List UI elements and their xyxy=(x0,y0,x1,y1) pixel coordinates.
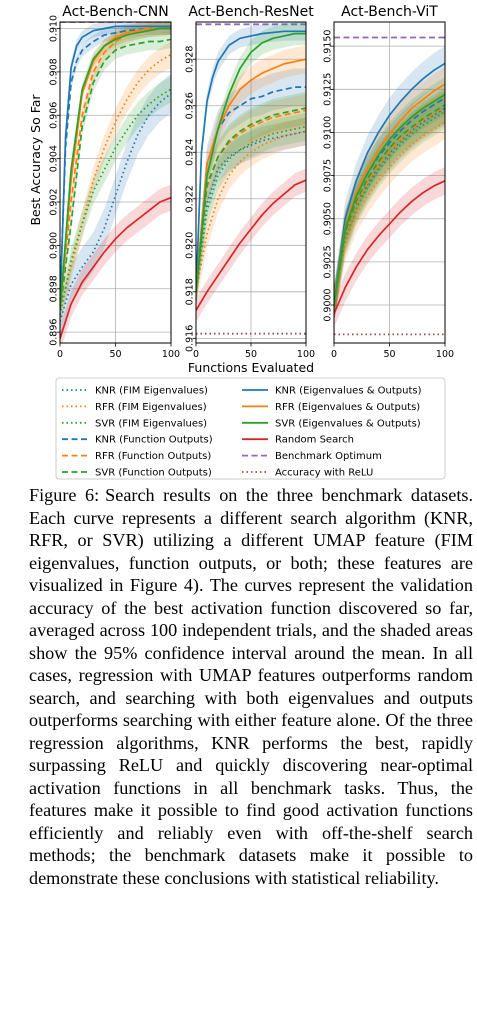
chart-panel-act-bench-vit xyxy=(323,4,455,360)
legend-entry-label: KNR (Eigenvalues & Outputs) xyxy=(275,385,422,397)
chart-title: Act-Bench-CNN xyxy=(62,4,169,20)
x-tick-label: 0 xyxy=(330,349,338,360)
x-tick-label: 0 xyxy=(192,349,200,360)
chart-panels xyxy=(49,4,455,360)
chart-panel-act-bench-resnet xyxy=(185,4,316,360)
caption-label: Figure 6: xyxy=(29,485,100,505)
legend-entry-label: SVR (Function Outputs) xyxy=(95,467,212,479)
y-tick-label: 0.9075 xyxy=(322,158,334,193)
x-tick-label: 0 xyxy=(56,349,64,360)
figure xyxy=(0,0,477,480)
y-tick-label: 0.9150 xyxy=(322,29,334,63)
y-tick-label: 0.920 xyxy=(184,231,196,259)
x-tick-label: 100 xyxy=(296,349,316,360)
figure-svg xyxy=(0,0,477,480)
x-axis-title: Functions Evaluated xyxy=(187,360,315,375)
y-tick-label: 0.924 xyxy=(184,138,196,166)
legend-entry-label: Benchmark Optimum xyxy=(275,451,382,463)
legend-entry-label: RFR (Eigenvalues & Outputs) xyxy=(275,401,421,413)
legend-entry-label: RFR (Function Outputs) xyxy=(95,451,212,463)
y-tick-label: 0.9125 xyxy=(322,72,334,106)
y-tick-label: 0.922 xyxy=(184,185,196,213)
y-tick-label: 0.898 xyxy=(48,275,60,303)
y-tick-label: 0.900 xyxy=(48,231,60,260)
legend-entry-label: Random Search xyxy=(275,434,354,446)
chart-title: Act-Bench-ViT xyxy=(341,4,438,20)
y-axis-title: Best Accuracy So Far xyxy=(28,94,43,226)
y-tick-label: 0.9050 xyxy=(322,202,334,236)
x-tick-label: 50 xyxy=(244,349,258,360)
y-tick-label: 0.904 xyxy=(48,145,60,173)
x-tick-label: 50 xyxy=(383,349,396,360)
y-tick-label: 0.928 xyxy=(184,45,196,73)
legend-entry-label: SVR (FIM Eigenvalues) xyxy=(95,418,208,430)
y-tick-label: 0.9025 xyxy=(322,245,334,279)
y-tick-label: 0.908 xyxy=(48,58,60,86)
chart-title: Act-Bench-ResNet xyxy=(188,4,314,20)
legend-entry-label: SVR (Eigenvalues & Outputs) xyxy=(275,418,421,430)
legend-entry-label: RFR (FIM Eigenvalues) xyxy=(95,401,207,413)
x-tick-label: 50 xyxy=(109,349,122,360)
y-tick-label: 0.902 xyxy=(48,188,60,216)
x-tick-label: 100 xyxy=(161,349,181,360)
y-tick-label: 0.9000 xyxy=(322,288,334,322)
figure-caption xyxy=(29,484,473,889)
chart-panel-act-bench-cnn xyxy=(49,4,181,360)
x-tick-label: 100 xyxy=(435,349,455,360)
legend-entry-label: KNR (Function Outputs) xyxy=(95,434,213,446)
legend-entry-label: Accuracy with ReLU xyxy=(275,467,374,479)
y-tick-label: 0.926 xyxy=(184,92,196,120)
y-tick-label: 0.9100 xyxy=(322,115,334,150)
y-tick-label: 0.906 xyxy=(48,101,60,129)
legend-entry-label: KNR (FIM Eigenvalues) xyxy=(95,385,208,397)
y-tick-label: 0.910 xyxy=(48,14,60,43)
y-tick-label: 0.916 xyxy=(184,324,196,352)
y-tick-label: 0.896 xyxy=(48,318,60,346)
legend xyxy=(56,378,445,479)
y-tick-label: 0.918 xyxy=(184,278,196,306)
caption-text: Search results on the three benchmark datasets. Each curve represents a different search algorithm (KNR, RFR, or SVR) utilizing a different UMAP feature (FIM eigenvalues, function outputs, or both; these features are visualized in Figure 4). The curves represent the validation accuracy of the best activation function discovered so far, averaged across 100 independent trials, and the shaded areas show the 95% confidence interval around the mean. In all cases, regression with UMAP features outperforms random search, and searching with both eigenvalues and outputs outperforms searching with either feature alone. Of the three regression algorithms, KNR performs the best, rapidly surpassing ReLU and quickly discovering near-optimal activation functions in all benchmark tasks. Thus, the features make it possible to find good activation functions efficiently and reliably even with off-the-shelf search methods; the benchmark datasets make it possible to demonstrate these conclusions with statistical reliability. xyxy=(29,485,473,888)
